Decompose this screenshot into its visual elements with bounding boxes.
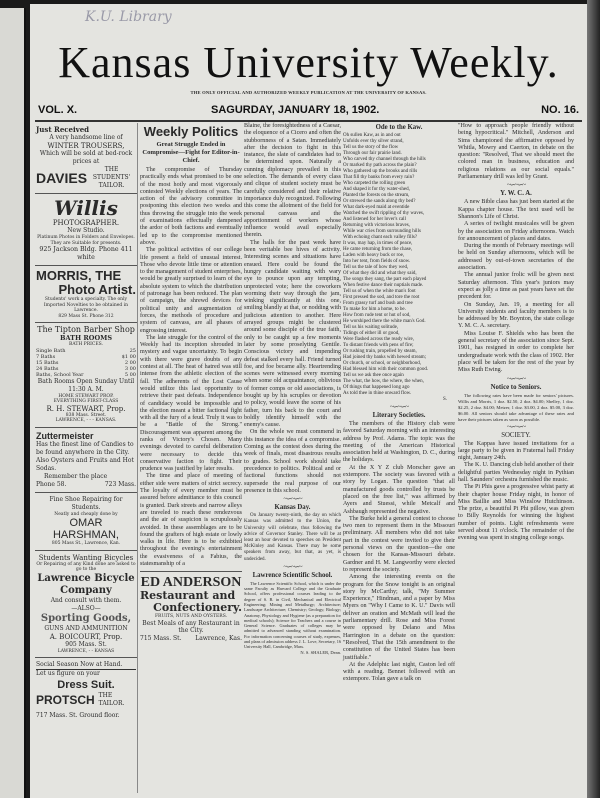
ad-name: Photo Artist. — [58, 282, 136, 297]
poem-line: Of what they did and what they said, — [343, 271, 417, 276]
paragraph: The Lawrence Scientific School, which is under the same Faculty as Harvard College and the Graduate School, offers professional courses leading to the degree of S. B. in Civil, Mechanical and Electrical Engineering; Mining and Metallurgy; Architecture; Landscape Architecture; Chemistry; Geology; Biology; Anatomy, Physiology and Hygiene (as a preparation for medical schools); Science for Teachers and a course in General Science. Graduates of colleges may be admitted to advanced standing without examination. For information concerning courses of study, expenses, and plans of admission address J. L. Love, Secretary, 16 University Hall, Cambridge, Mass. — [244, 580, 341, 650]
issue-number: NO. 16. — [541, 104, 579, 116]
paragraph: The members of the History club were favored Saturday morning with an interesting address by Prof. Adams. The topic was the meeting of the American Historical association held at Washington, D. C., during the holidays. — [343, 421, 455, 464]
ad-text: 717 Mass. St. Ground floor. — [36, 712, 120, 719]
ad-text: Dress Suit. — [57, 679, 115, 691]
ornament-divider: ~∽~∽~ — [506, 422, 526, 431]
poem-line: Tell us his waiting solitude, — [343, 325, 399, 330]
poem-line: What dark-eyed maid at eventide — [343, 205, 410, 210]
poem-line: That fill thy banks from every rain? — [343, 175, 415, 180]
poem-line: Unfolds ever thy silver strand, — [343, 139, 404, 144]
price-label: 24 Baths — [36, 365, 59, 372]
bath-prices — [36, 348, 136, 378]
poem-line: Had blessed him with their common good. — [343, 367, 429, 372]
paragraph: Blaine, the foresightedness of a Caesar, the eloquence of a Cicero and often the stubbornness of a Satan. Immediately after the decision to fight in this instance, the slate of candidates had to be determined upon. Naturally a cunning diplomacy prevailed in this selection. The demands of every class and clique of student society must be carefully considered and their relative importance duly recognized. Following this come the allotment of the field for personal canvass and the apportionment of workers whose influence would avail especially therein. — [244, 123, 341, 239]
poem-line: Had joined thy banks with hewed stream; — [343, 355, 427, 360]
poem-line: Tell us of when the white man's foot — [343, 289, 416, 294]
ad-ed-anderson — [140, 571, 242, 642]
ad-text: 805 Mass St., Lawrence, Kan. — [51, 541, 121, 546]
ad-text: BATH ROOMS — [59, 334, 113, 342]
ad-text: 715 Mass. St. — [140, 634, 182, 642]
ad-text: Students' work a specialty. The only Imported Novelties to be obtained in Lawrence. — [43, 297, 129, 313]
section-heading: SOCIETY. — [501, 431, 531, 439]
paragraph: The halls for the past week have been veritable bee hives of activity. Interesting scenes and situations have ensued. Here could be found the hungry candidate waiting with wary eye to pounce upon any tempting, unprotected vote; here the coworkers worming their way through the jam, winking significantly at this one, smiling blandly at that, or nodding with judicious attention to another. Here arrayed groups might be clustered around some disciple of the true faith, only to be caught up a few moments later by some proselyting Gentile. Conscious victory and impending defeat stalked every hall. Friend turned foe, and foe became ally. Heartrending scenes were witnessed every morning when some old acquaintance, oblivious of former comps or old associations, is bought up by his scruples or devotion to policy, would leave the scene of his father, turn his back to the court and boldly identify himself with the enemy's cause. — [244, 239, 341, 429]
poem — [343, 133, 455, 397]
ad-davies — [35, 123, 137, 194]
ad-name: MORRIS, THE — [36, 268, 122, 283]
ad-name: PROTSCH — [36, 693, 95, 707]
ad-text: Phone 58. — [36, 480, 67, 488]
ad-text: Confectionery. — [153, 601, 242, 615]
ad-text: 925 Jackson Bldg. Phone 411 white — [39, 246, 133, 261]
masthead-subtitle: THE ONLY OFFICIAL AND AUTHORIZED WEEKLY PUBLICATION AT THE UNIVERSITY OF KANSAS. — [190, 90, 427, 95]
price-value: 3 00 — [124, 365, 136, 372]
poem-line: And shaped it for thy water-shed, — [343, 187, 410, 192]
paragraph: The Kappas have issued invitations for a large party to be given in Fraternal hall Friday night, January 24th. — [458, 440, 574, 462]
price-label: 7 Baths — [36, 353, 56, 360]
ad-name: Lawrence Bicycle Company — [37, 572, 135, 596]
ad-text: Neatly and cheaply done by — [54, 511, 118, 517]
poem-line: How from rude tent or hut of sod, — [343, 313, 411, 318]
ad-text: Let us figure on your — [36, 670, 100, 677]
poem-line: Returning with victorious braves, — [343, 223, 410, 228]
ad-text: 829 Mass St. Phone 312 — [58, 313, 114, 319]
ad-text: Platinum Photos in Folders and Envelopes. They are Suitable for presents. — [37, 235, 135, 246]
article-deck: Great Struggle Ended in Compromise—Fight for Editor-in-Chief. — [142, 141, 240, 164]
paragraph: The late struggle for the control of the Weekly had its inception shrouded in mystery and vague uncertainty. To begin with there were grave doubts of any contest at all. The heat of hatred was still intense from the athletic election of the fall. The adherents of the Lost Cause would utilize this last opportunity to retrieve their past defeats. Independence of candidacy would be impossible and the election meant a bitter factional fight with all the fury of a feud. Truly it was to be a "Battle of the Strong." Discouragement was apparent among the ranks of Victory's Chosen. Many evenings devoted to careful deliberation were necessary to decide this conservative faction to fight. Their prudence was justified by later results. — [140, 334, 242, 473]
adjacent-page-edge — [0, 8, 26, 798]
ad-text: Restaurant and — [140, 589, 236, 603]
poem-line: Through our fair prairie land. — [343, 151, 402, 156]
poem-line: He came returning from the chase, — [343, 247, 413, 252]
ad-text: Fine Shoe Repairing for Students. — [49, 495, 123, 511]
ad-text: GUNS AND AMMUNITION — [44, 624, 128, 632]
poem-line: From grassy turf and bush and tree — [343, 301, 413, 306]
paragraph: A new Bible class has just been started at the Kappa chapter house. The text used will be Shannon's Life of Christ. — [458, 199, 574, 220]
article-continuation — [244, 123, 341, 495]
poem-line: When festive dance their nuptials made. — [343, 283, 424, 288]
paragraph: At the X Y Z club Morscher gave an extempore. The society was favored with a story by Logan. The question "that all manufactured goods controlled by trusts be placed on the free list," was affirmed by Ayers and Stuessi, while Metcalf and Ashbaugh represented the negative. — [343, 464, 455, 515]
ad-text: Sporting Goods, — [40, 612, 132, 624]
newspaper-page — [30, 4, 587, 798]
ad-text: Lawrence, Kas. — [195, 634, 242, 642]
ad-text: Which will be sold at bed-rock prices at — [39, 150, 133, 165]
ads-column — [35, 123, 138, 793]
masthead-rule — [35, 120, 582, 122]
poem-line: Laden with heavy buck or roe, — [343, 253, 405, 258]
ornament-divider: ~∽~∽~ — [283, 562, 302, 571]
ad-text: LAWRENCE, - - KANSAS — [57, 648, 115, 654]
section-heading: Kansas Day. — [274, 504, 311, 512]
paragraph: At the Adelphic last night, Caston led off with a reading. Bennet followed with an extempore. Tolan gave a talk on — [343, 661, 455, 683]
paragraph: "How to approach people friendly without being hypocritical." Mitchell, Anderson and Sims championed the affirmative opposed by Whitla, Mowry and Caerton, in debate on the question: "Resolved, That we should meet the colored man in business, education and religious relations as our social equals." Parliamentary drill was led by Grant. — [458, 123, 574, 181]
poem-line: Who gathered up the brooks and rills — [343, 169, 418, 174]
poem-line: Were flashed across the ready wire, — [343, 337, 414, 342]
paragraph: On the whole we must commend in this instance the idea of a compromise. Coming as the contest does during the week of finals, most disastrous results to grades. School work should take precedence to politics. Political and or factional functions should not supersede the real purpose of our presence in this school. — [244, 429, 341, 494]
ad-text: Social Season Now at Hand. — [36, 661, 136, 670]
poem-line: Into her tent, from fields of snow. — [343, 259, 411, 264]
ad-text: FRUITS, NUTS AND OYSTERS. — [154, 614, 228, 620]
poem-line: He worshiped there the white man's God. — [343, 319, 426, 324]
column-3 — [244, 123, 341, 656]
ad-name: DAVIES — [36, 170, 88, 186]
ad-tipton-barber — [35, 323, 137, 428]
ad-name: OMAR HARSHMAN, — [52, 517, 119, 541]
signature: N. S. SHALER, Dean. — [300, 649, 341, 655]
ad-lawrence-bicycle — [35, 551, 137, 659]
section-heading: Ode to the Kaw. — [375, 124, 423, 131]
ornament-divider: ~∽~∽~ — [283, 495, 302, 504]
paragraph: On Sunday, Jan. 19, a meeting for all University students and faculty members is to be addressed by Mr. Boynton, the state college Y. M. C. A. secretary. — [458, 301, 574, 330]
ad-text: 905 Mass. St. — [65, 640, 107, 648]
ad-text: Students Wanting Bicycles — [38, 553, 134, 562]
ornament-divider: ~∽~∽~ — [506, 181, 526, 190]
ad-omar-harshman — [35, 493, 137, 551]
poem-line: Tell us we ask thee once again — [343, 373, 404, 378]
ad-text: Or Repairing of any Kind done are asked to go to the — [36, 561, 136, 572]
article-body — [140, 167, 242, 568]
column-4 — [343, 123, 455, 684]
ad-text: Has the finest line of Candies to be found anywhere in the City. — [36, 440, 134, 456]
ad-text: THE STUDENTS' TAILOR. — [92, 166, 131, 189]
paragraph: The Burke held a general contest to choose two men to represent them in the Missouri preliminary. All members who did not take part in the contest were invited to give their personal views on the question—the one chosen for the Kansas-Missouri debate. Gardner and H. M. Langworthy were elected to represent the society. — [343, 515, 455, 573]
section-heading: Y. W. C. A. — [500, 190, 532, 198]
issue-date: SAGURDAY, JANUARY 18, 1902. — [211, 104, 380, 116]
weekly-politics-article — [140, 123, 242, 642]
ad-text: New Studio. — [67, 227, 105, 234]
section-heading: Literary Societies. — [372, 412, 426, 419]
ad-text: Remember the place — [44, 472, 108, 480]
ad-text: WINTER TROUSERS, — [47, 142, 125, 150]
paragraph: The annual junior frolic will be given next Saturday afternoon. This year's juniors may expect as jolly a time as past years have set the precedent for. — [458, 272, 574, 301]
paragraph: Miss Louise F. Shields who has been the general secretary of the association since Sept. 1901, has resigned in order to complete her undergraduate work with the class of 1902. Her place will be taken for the rest of the year by Miss Ruth Ewing. — [458, 330, 574, 374]
poem-line: Or church, or school, or neighborhood, — [343, 361, 422, 366]
ad-morris — [35, 266, 137, 323]
poem-line: Who carved thy channel through the hills — [343, 157, 426, 162]
poem-line: Oh sullen Kaw, as in and out — [343, 133, 401, 138]
ad-text: —ALSO— — [71, 604, 101, 612]
price-value: 5 00 — [124, 371, 136, 378]
poem-line: It was, may hap, in times of peace, — [343, 241, 413, 246]
masthead-title: Kansas University Weekly. — [58, 38, 559, 87]
poem-line: The what, the how, the where, the when, — [343, 379, 424, 384]
article-headline: Weekly Politics — [143, 124, 239, 139]
price-label: Baths, School Year — [36, 371, 84, 378]
ad-text: EVERYTHING FIRST-CLASS — [53, 399, 119, 404]
library-stamp: K.U. Library — [85, 9, 172, 25]
price-value: 2 00 — [124, 359, 136, 366]
page-edge — [587, 0, 600, 798]
paragraph: The K. U. Dancing club held another of their delightful parties Wednesday night in Pythian hall. Saunders' orchestra furnished the music. — [458, 462, 574, 483]
ad-text: And consult with them. — [50, 596, 122, 604]
paragraph: The time and place of meeting of either side were matters of strict secrecy. The loyalty of every member must be assured before admittance to this council is granted. Dark streets and narrow alleys are traveled to reach these rendezvous and the air of suspicion is scrupulously avoided. In these assemblages are to be found the grafters of high estate or lowly walks in life. Here is to be exhibited throughout the evening's entertainment the evasiveness of a Fabius, the statesmanship of a — [140, 473, 242, 568]
poem-line: To distant friends with pens of fire; — [343, 343, 414, 348]
ornament-divider: ~∽~∽~ — [506, 374, 526, 383]
poem-line: To make for him a home, to be. — [343, 307, 406, 312]
poem-line: Tell us the tale of how they wed, — [343, 265, 409, 270]
poem-line: Or rushing train, propelled by steam, — [343, 349, 417, 354]
price-value: 25 — [129, 347, 136, 354]
ad-text: A. BOICOURT, Prop. — [49, 632, 123, 641]
ad-text: A very handsome line of — [49, 134, 123, 141]
section-heading: Notice to Seniors. — [490, 383, 542, 391]
poem-line: Of things that happened long ago — [343, 385, 410, 390]
poem-line: Or strewed the sands along thy bed? — [343, 199, 416, 204]
ad-text: Best Meals of any Restaurant in the City. — [142, 619, 240, 635]
poem-line: Planted the forests on the stream, — [343, 193, 410, 198]
ad-text: Just Received — [36, 125, 90, 134]
ad-protsch — [35, 658, 137, 723]
poem-line: Watched the swift rippling of thy waves, — [343, 211, 425, 216]
column-5 — [458, 123, 574, 543]
ad-text: BATH PRICES. — [69, 342, 103, 347]
paragraph: Among the interesting events on the program for the Snow tonight is an original story by McCarthy; talk, "My Summer Experience," Hindman, and a paper by Miss Myers on "Why I Came to K. U." Davis will deliver an oration and McMath will lead the parliamentary drill. Rose and Miss Forest were opposed by Delano and Miss Harrington in a debate on the question: "Resolved, That the 15th amendment to the constitution of the United States has been justifiable." — [343, 574, 455, 661]
ad-text: Bath Rooms Open Sunday Until 11:30 A. M. — [37, 377, 135, 393]
ad-logo: Willis — [54, 196, 118, 220]
ad-text: Also Oysters and Fruits and Hot Sodas. — [36, 456, 134, 472]
poem-line: With echoing chant each valley fills? — [343, 235, 418, 240]
ad-willis — [35, 194, 137, 266]
poem-line: The songs they sang, the part each played — [343, 277, 427, 282]
price-label: 15 Baths — [36, 359, 59, 366]
ornament-divider: ~∽~∽~ — [389, 403, 409, 411]
volume: VOL. X. — [38, 104, 78, 116]
ad-name: Zuttermeister — [36, 430, 94, 441]
ad-text: R. H. STEWART, Prop. — [46, 404, 126, 413]
paragraph: On January twenty-ninth, the day on which Kansas was admitted to the Union, the University will celebrate, thus following the advice of Governor Stanley. There will be at least an hour devoted to speeches on President McKinley and Kansas. There may be some speakers from away, but that, as yet, is undecided. — [244, 513, 341, 562]
paragraph: The following rates have been made for seniors' pictures. Willis and Morris, 1 doz. $2.50, 2 doz. $4.00; Shelley, 1 doz. $2.25, 2 doz. $4.00; Metzer, 1 doz. $3.00, 2 doz. $5.00, 3 doz. $6.00. All seniors should take advantage of these rates and have their pictures taken as soon as possible. — [458, 392, 574, 422]
poem-line: Who carpeted the rolling green — [343, 181, 406, 186]
ad-text: THE TAILOR. — [98, 692, 125, 707]
poem-line: As told thee in thine onward flow. — [343, 391, 412, 396]
ad-zuttermeister — [35, 428, 137, 493]
dateline — [36, 104, 581, 118]
paragraph: A series of twilight musicales will be given by the association on Friday afternoons. Watch for announcement of places and dates. — [458, 221, 574, 242]
poem-line: Or marked thy path across the plain? — [343, 163, 417, 168]
paragraph: The Pi Phis gave a progressive whist party at their chapter house Friday night, in honor of Miss Baillie and Miss Winslow Hutchinson. The prize, a beautiful Pi Phi pillow, was given to Billy Reynolds for winning the highest number of points. Light refreshments were served about 11 o'clock. The remainder of the evening was spent in singing college songs. — [458, 484, 574, 542]
ad-name: The Tipton Barber Shop — [37, 325, 135, 334]
paragraph: During the month of February meetings will be held on Sunday afternoons, which will be addressed by out-of-town secretaries of the association. — [458, 243, 574, 272]
price-label: Single Bath — [36, 347, 66, 354]
poem-line: And listened for her lover's call — [343, 217, 406, 222]
poem-line: Tell us the story of the flow — [343, 145, 399, 150]
poem-line: First pressed the sod, and tore the root — [343, 295, 420, 300]
paragraph: The compromise of Thursday practically ends what promised to be one of the most hotly and most vigorously contested Weekly elections of years. The action of the advisory committee in postponing this election two weeks and thus throwing the struggle into the week of examinations effectually dampened the ardor of both factions and eventually led up to the compromise mentioned above. — [140, 167, 242, 246]
ad-name: ED ANDERSON — [140, 575, 242, 591]
ad-text: PHOTOGRAPHER. — [52, 219, 120, 227]
ad-text: 838 Mass. Street. — [65, 412, 107, 418]
ad-text: HOME STEWART PROP. — [58, 393, 114, 399]
ad-text: 723 Mass. — [104, 480, 136, 488]
signature: S. — [442, 397, 447, 402]
poem-line: Tidings of either ill or good, — [343, 331, 400, 336]
price-value: $1 00 — [121, 353, 136, 360]
ad-text: LAWRENCE, - - - KANSAS. — [55, 418, 117, 423]
poem-line: While war cries from surrounding hills — [343, 229, 421, 234]
section-heading: Lawrence Scientific School. — [252, 571, 333, 579]
paragraph: The political activities of our college life present a field of unusual interest. Those who devote little time or attention to the management of student enterprises, would be greatly surprised to learn of the absolute system to which the distribution of patronage has been reduced. The plan of campaign, the shrewd devices for political unity and augmentation of forces, the methods of procedure and system of canvass, are all phases of engrossing interest. — [140, 247, 242, 334]
